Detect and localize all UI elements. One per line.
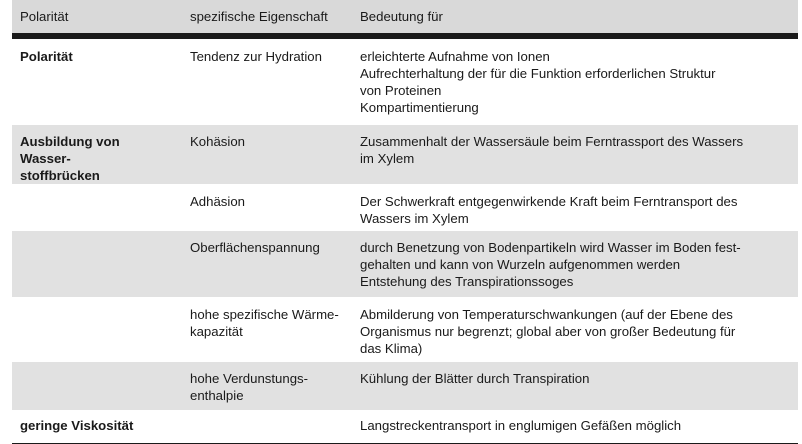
significance-cell xyxy=(352,411,798,444)
cell-line: Tendenz zur Hydration xyxy=(190,49,322,64)
cell-line: Organismus nur begrenzt; global aber von großer Bedeutung für xyxy=(360,324,736,339)
cell-line: Kompartimentierung xyxy=(360,100,479,115)
header-bedeutung-fuer: Bedeutung für xyxy=(352,0,798,36)
property-cell xyxy=(12,185,182,231)
table-row xyxy=(12,411,798,444)
property-cell xyxy=(12,298,182,362)
cell-line: Kohäsion xyxy=(190,134,245,149)
cell-line: kapazität xyxy=(190,324,243,339)
cell-line: hohe spezifische Wärme- xyxy=(190,307,339,322)
cell-line: stoffbrücken xyxy=(20,168,100,183)
table-row xyxy=(12,125,798,185)
cell-line: Polarität xyxy=(20,49,73,64)
table-row xyxy=(12,362,798,411)
table-header-row xyxy=(12,0,798,36)
property-cell xyxy=(12,125,182,185)
cell-line: Abmilderung von Temperaturschwankungen (auf der Ebene des xyxy=(360,307,733,322)
significance-cell xyxy=(352,125,798,185)
specific-property-cell xyxy=(182,125,352,185)
significance-cell xyxy=(352,185,798,231)
table-row xyxy=(12,231,798,298)
significance-cell xyxy=(352,362,798,411)
cell-line: Adhäsion xyxy=(190,194,245,209)
cell-line: Ausbildung von Wasser- xyxy=(20,134,120,166)
cell-line: erleichterte Aufnahme von Ionen xyxy=(360,49,550,64)
significance-cell xyxy=(352,231,798,298)
cell-line: hohe Verdunstungs- xyxy=(190,371,309,386)
header-polaritaet: Polarität xyxy=(12,0,182,36)
cell-line: gehalten und kann von Wurzeln aufgenommen werden xyxy=(360,257,681,272)
cell-line: das Klima) xyxy=(360,341,423,356)
specific-property-cell xyxy=(182,298,352,362)
significance-cell xyxy=(352,298,798,362)
table-row xyxy=(12,298,798,362)
cell-line: Kühlung der Blätter durch Transpiration xyxy=(360,371,590,386)
header-spezifische-eigenschaft: spezifische Eigenschaft xyxy=(182,0,352,36)
cell-line: durch Benetzung von Bodenpartikeln wird Wasser im Boden fest- xyxy=(360,240,741,255)
cell-line: im Xylem xyxy=(360,151,415,166)
cell-line: enthalpie xyxy=(190,388,244,403)
cell-line: Oberflächenspannung xyxy=(190,240,320,255)
specific-property-cell xyxy=(182,411,352,444)
cell-line: geringe Viskosität xyxy=(20,418,134,433)
cell-line: Langstreckentransport in englumigen Gefäßen möglich xyxy=(360,418,682,433)
table-row xyxy=(12,36,798,125)
property-cell xyxy=(12,231,182,298)
cell-line: Aufrechterhaltung der für die Funktion erforderlichen Struktur xyxy=(360,66,716,81)
cell-line: Der Schwerkraft entgegenwirkende Kraft beim Ferntransport des xyxy=(360,194,738,209)
specific-property-cell xyxy=(182,185,352,231)
property-cell xyxy=(12,362,182,411)
property-cell xyxy=(12,36,182,125)
cell-line: von Proteinen xyxy=(360,83,442,98)
specific-property-cell xyxy=(182,36,352,125)
property-cell xyxy=(12,411,182,444)
water-properties-table xyxy=(12,0,798,444)
significance-cell xyxy=(352,36,798,125)
table-row xyxy=(12,185,798,231)
cell-line: Entstehung des Transpirationssoges xyxy=(360,274,574,289)
cell-line: Zusammenhalt der Wassersäule beim Ferntrassport des Wassers xyxy=(360,134,744,149)
specific-property-cell xyxy=(182,362,352,411)
cell-line: Wassers im Xylem xyxy=(360,211,469,226)
specific-property-cell xyxy=(182,231,352,298)
